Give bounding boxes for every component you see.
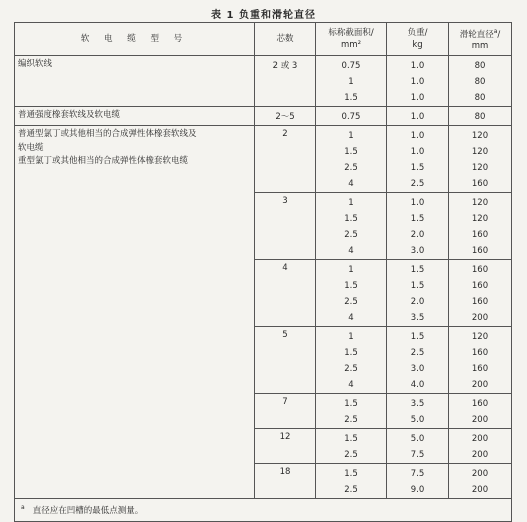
cable-type-cell: [15, 126, 255, 499]
header-pulley-footnote-mark: a: [493, 27, 498, 35]
load-cell: [387, 429, 449, 464]
load-value: 1.0: [410, 61, 425, 71]
cores-cell: 2～5: [255, 107, 316, 126]
cores-cell: 5: [255, 327, 316, 394]
footnote: [15, 499, 512, 522]
load-cell: [387, 107, 449, 126]
cable-type-cell: [15, 56, 255, 107]
load-value: 1.0: [410, 93, 425, 103]
area-value: 0.75: [341, 112, 361, 122]
load-value: 5.0: [410, 415, 425, 425]
load-value: 7.5: [410, 469, 425, 479]
header-pulley-suffix: /: [497, 29, 501, 40]
pulley-value: 200: [471, 485, 489, 495]
area-value: 2.5: [344, 297, 358, 307]
pulley-cell: [449, 56, 512, 107]
load-cell: [387, 464, 449, 499]
load-cell: [387, 126, 449, 193]
pulley-value: 200: [471, 415, 489, 425]
header-cores: 芯数: [255, 23, 316, 56]
area-value: 1.5: [344, 399, 358, 409]
area-value: 0.75: [341, 61, 361, 71]
area-value: 1.5: [344, 93, 358, 103]
pulley-value: 120: [471, 147, 489, 157]
load-value: 2.5: [410, 348, 425, 358]
load-value: 3.5: [410, 399, 425, 409]
pulley-value: 160: [471, 265, 489, 275]
pulley-cell: [449, 327, 512, 394]
header-load: [387, 23, 449, 56]
cable-type-line: 重型氯丁或其他相当的合成弹性体橡套软电缆: [18, 156, 189, 166]
cable-type-cell: [15, 107, 255, 126]
pulley-value: 120: [471, 214, 489, 224]
pulley-value: 160: [471, 348, 489, 358]
pulley-value: 200: [471, 450, 489, 460]
load-value: 1.5: [410, 332, 425, 342]
area-value: 1.5: [344, 147, 358, 157]
area-value: 4: [348, 179, 354, 189]
cable-type-line: 编织软线: [18, 59, 53, 69]
pulley-value: 120: [471, 131, 489, 141]
area-cell: [316, 260, 387, 327]
area-value: 1.5: [344, 214, 358, 224]
pulley-value: 160: [471, 281, 489, 291]
load-value: 9.0: [410, 485, 425, 495]
load-cell: [387, 56, 449, 107]
footnote-row: [15, 499, 512, 522]
area-cell: [316, 193, 387, 260]
load-value: 1.0: [410, 77, 425, 87]
area-value: 1.5: [344, 281, 358, 291]
area-value: 2.5: [344, 364, 358, 374]
header-pulley-unit: mm: [471, 41, 489, 52]
header-area: [316, 23, 387, 56]
pulley-value: 80: [474, 77, 486, 87]
load-cell: [387, 327, 449, 394]
area-value: 1: [348, 77, 354, 87]
load-cell: [387, 394, 449, 429]
pulley-value: 160: [471, 179, 489, 189]
header-load-unit: kg: [412, 40, 423, 50]
load-value: 1.0: [410, 131, 425, 141]
area-value: 1: [348, 198, 354, 208]
header-pulley: [449, 23, 512, 56]
header-cable-type: [15, 23, 255, 56]
pulley-cell: [449, 464, 512, 499]
cores-cell: 2: [255, 126, 316, 193]
load-value: 1.5: [410, 163, 425, 173]
pulley-value: 80: [474, 112, 486, 122]
pulley-value: 80: [474, 93, 486, 103]
area-value: 4: [348, 380, 354, 390]
load-value: 1.5: [410, 281, 425, 291]
load-value: 1.0: [410, 112, 425, 122]
header-pulley-label: 滑轮直径: [459, 29, 494, 40]
load-value: 4.0: [410, 380, 425, 390]
footnote-text: 直径应在凹槽的最低点测量。: [32, 506, 144, 516]
area-cell: [316, 464, 387, 499]
area-value: 1: [348, 332, 354, 342]
load-value: 1.0: [410, 147, 425, 157]
pulley-cell: [449, 394, 512, 429]
area-value: 2.5: [344, 230, 358, 240]
pulley-value: 120: [471, 332, 489, 342]
pulley-value: 200: [471, 434, 489, 444]
area-value: 4: [348, 246, 354, 256]
area-value: 1.5: [344, 469, 358, 479]
area-value: 2.5: [344, 450, 358, 460]
cores-cell: 4: [255, 260, 316, 327]
area-cell: [316, 429, 387, 464]
pulley-cell: [449, 429, 512, 464]
area-value: 2.5: [344, 485, 358, 495]
area-cell: [316, 107, 387, 126]
pulley-value: 160: [471, 230, 489, 240]
table-title: 表 1 负重和滑轮直径: [211, 10, 316, 21]
header-load-label: 负重/: [407, 28, 428, 38]
cable-type-line: 普通强度橡套软线及软电缆: [18, 110, 121, 120]
cores-cell: 7: [255, 394, 316, 429]
header-cable-type-label: 软 电 缆 型 号: [80, 34, 189, 44]
area-value: 1: [348, 265, 354, 275]
pulley-value: 120: [471, 163, 489, 173]
load-value: 2.0: [410, 230, 425, 240]
load-pulley-table: [14, 22, 512, 522]
cable-type-line: 普通型氯丁或其他相当的合成弹性体橡套软线及: [18, 129, 197, 139]
area-value: 2.5: [344, 415, 358, 425]
table-row: [15, 56, 512, 107]
load-value: 3.5: [410, 313, 425, 323]
load-value: 5.0: [410, 434, 425, 444]
load-cell: [387, 193, 449, 260]
pulley-value: 160: [471, 364, 489, 374]
load-value: 7.5: [410, 450, 425, 460]
cores-cell: 2 或 3: [255, 56, 316, 107]
cores-cell: 3: [255, 193, 316, 260]
load-cell: [387, 260, 449, 327]
pulley-value: 160: [471, 297, 489, 307]
table-row: [15, 107, 512, 126]
pulley-cell: [449, 193, 512, 260]
pulley-value: 120: [471, 198, 489, 208]
pulley-value: 200: [471, 313, 489, 323]
area-cell: [316, 126, 387, 193]
area-value: 1.5: [344, 434, 358, 444]
area-value: 1: [348, 131, 354, 141]
area-cell: [316, 394, 387, 429]
area-cell: [316, 56, 387, 107]
load-value: 2.0: [410, 297, 425, 307]
cores-cell: 12: [255, 429, 316, 464]
pulley-value: 160: [471, 246, 489, 256]
footnote-mark: a: [21, 504, 25, 512]
load-value: 2.5: [410, 179, 425, 189]
area-value: 4: [348, 313, 354, 323]
load-value: 1.5: [410, 265, 425, 275]
cores-cell: 18: [255, 464, 316, 499]
pulley-cell: [449, 126, 512, 193]
pulley-value: 200: [471, 380, 489, 390]
load-value: 1.5: [410, 214, 425, 224]
header-area-label: 标称截面积/: [328, 28, 374, 38]
pulley-value: 200: [471, 469, 489, 479]
load-value: 1.0: [410, 198, 425, 208]
area-cell: [316, 327, 387, 394]
area-value: 1.5: [344, 348, 358, 358]
cable-type-line: 软电缆: [18, 142, 44, 153]
area-value: 2.5: [344, 163, 358, 173]
pulley-cell: [449, 107, 512, 126]
table-row: [15, 126, 512, 193]
pulley-cell: [449, 260, 512, 327]
pulley-value: 160: [471, 399, 489, 409]
pulley-value: 80: [474, 61, 486, 71]
load-value: 3.0: [410, 364, 425, 374]
header-row: [15, 23, 512, 56]
load-value: 3.0: [410, 246, 425, 256]
header-area-unit: mm²: [341, 40, 361, 50]
